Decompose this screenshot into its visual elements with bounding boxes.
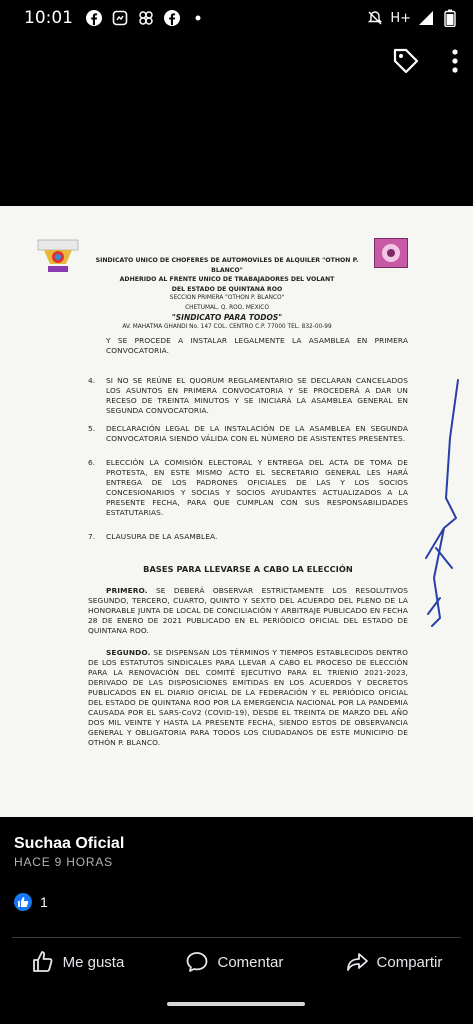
- status-bar: [0, 0, 473, 36]
- letterhead-line: DEL ESTADO DE QUINTANA ROO: [171, 285, 283, 293]
- paragraph-segundo: [88, 648, 408, 748]
- paragraph-text: SE DISPENSAN LOS TÉRMINOS Y TIEMPOS ESTABLECIDOS DENTRO DE LOS ESTATUTOS SINDICALES PARA LLEVAR A CABO EL PROCESO DE ELECCIÓN PARA LA RENOVACIÓN DEL COMITÉ EJECUTIVO PARA EL TRIENIO 2021-2023, DERIVADO DE LAS DISPOSICIONES EMITIDAS EN LOS ACUERDOS Y DECRETOS PUBLICADOS EN EL DIARIO OFICIAL DE LA FEDERACIÓN Y EL PERIÓDICO OFICIAL DEL ESTADO DE QUINTANA ROO POR LA EMERGENCIA NACIONAL POR LA PANDEMIA CAUSADA POR EL SARS-CoV2 (COVID-19), DESDE EL TREINTA DE MARZO DEL AÑO DOS MIL VEINTE Y HASTA LA PRESENTE FECHA, SIENDO ESTOS DE OBSERVANCIA GENERAL Y OBLIGATORIA PARA TODOS LOS CIUDADANOS DE ESTE MUNICIPIO DE OTHÓN P. BLANCO.: [88, 648, 408, 747]
- comment-button[interactable]: [185, 950, 283, 974]
- list-number: 6.: [88, 458, 96, 467]
- facebook-icon: [85, 9, 103, 27]
- letterhead-address: AV. MAHATMA GHANDI No. 147 COL. CENTRO C.P. 77000 TEL. 832-00-99: [122, 323, 332, 330]
- letterhead-motto: "SINDICATO PARA TODOS": [171, 313, 283, 322]
- share-label: Compartir: [376, 953, 443, 971]
- document-photo[interactable]: [0, 206, 473, 817]
- list-text: ELECCIÓN LA COMISIÓN ELECTORAL Y ENTREGA DEL ACTA DE TOMA DE PROTESTA, EN ESTE MISMO ACTO EL SECRETARIO GENERAL LES HARÁ ENTREGA DE LOS PADRONES OFICIALES DE LAS Y LOS SOCIOS CONCESIONARIOS Y SOCIAS Y SOCIOS AYUDANTES ACTUALIZADOS A LA PRESENTE FECHA, PARA QUE CUMPLAN CON SUS RESPONSABILIDADES ESTATUTARIAS.: [106, 458, 408, 517]
- paragraph-label: PRIMERO.: [106, 586, 148, 595]
- more-vert-icon[interactable]: [451, 48, 459, 79]
- author-name[interactable]: Suchaa Oficial: [14, 835, 125, 852]
- handwritten-signature: [414, 378, 464, 628]
- like-count: 1: [40, 894, 48, 910]
- list-item: [88, 532, 408, 542]
- pinwheel-icon: [137, 9, 155, 27]
- like-label: Me gusta: [62, 953, 125, 971]
- post-timestamp: HACE 9 HORAS: [14, 855, 113, 869]
- letterhead-line: SECCION PRIMERA "OTHON P. BLANCO": [169, 295, 285, 301]
- photo-top-actions: [391, 46, 459, 81]
- document-body: [88, 336, 408, 760]
- list-item: [88, 376, 408, 416]
- like-button[interactable]: [31, 950, 125, 974]
- paragraph-primero: [88, 586, 408, 636]
- list-text: DECLARACIÓN LEGAL DE LA INSTALACIÓN DE LA ASAMBLEA EN SEGUNDA CONVOCATORIA SIENDO VÁLIDA CON EL NÚMERO DE ASISTENTES PRESENTES.: [106, 424, 408, 443]
- share-button[interactable]: [345, 950, 443, 974]
- paragraph-text: SE DEBERÁ OBSERVAR ESTRICTAMENTE LOS RESOLUTIVOS SEGUNDO, TERCERO, CUARTO, QUINTO Y SEXTO DEL ACUERDO DEL PLENO DE LA HONORABLE JUNTA DE LOCAL DE CONCILIACIÓN Y ARBITRAJE PUBLICADO EN FECHA 28 DE ENERO DE 2021 PUBLICADO EN EL PERIÓDICO OFICIAL DEL ESTADO DE QUINTANA ROO.: [88, 586, 408, 635]
- list-item: [88, 458, 408, 518]
- mute-icon: [366, 9, 384, 27]
- messenger-icon: [111, 9, 129, 27]
- list-text: CLAUSURA DE LA ASAMBLEA.: [106, 532, 218, 541]
- list-number: 4.: [88, 376, 96, 385]
- tag-icon[interactable]: [391, 46, 421, 81]
- list-text: SI NO SE REÚNE EL QUORUM REGLAMENTARIO SE DECLARAN CANCELADOS LOS ASUNTOS EN PRIMERA CONVOCATORIA Y SE PROCEDERÁ A DAR UN RECESO DE TREINTA MINUTOS Y SE INICIARÁ LA ASAMBLEA GENERAL EN SEGUNDA CONVOCATORIA.: [106, 376, 408, 415]
- comment-label: Comentar: [217, 953, 284, 971]
- union-logo-right: [374, 238, 408, 268]
- notification-icons: [85, 9, 207, 27]
- share-icon: [345, 950, 369, 974]
- status-time: 10:01: [24, 8, 73, 28]
- battery-icon: [441, 9, 459, 27]
- home-indicator[interactable]: [167, 1002, 305, 1006]
- section-title: BASES PARA LLEVARSE A CABO LA ELECCIÓN: [143, 564, 353, 574]
- post-footer: [0, 817, 473, 1024]
- letterhead-text: [82, 256, 372, 332]
- reaction-summary[interactable]: [14, 893, 48, 911]
- continued-text: Y SE PROCEDE A INSTALAR LEGALMENTE LA ASAMBLEA EN PRIMERA CONVOCATORIA.: [106, 336, 408, 355]
- list-number: 7.: [88, 532, 96, 541]
- signal-icon: [417, 9, 435, 27]
- list-number: 5.: [88, 424, 96, 433]
- divider: [12, 937, 461, 938]
- more-notifications-dot-icon: [189, 9, 207, 27]
- system-icons: [366, 9, 459, 27]
- facebook-icon: [163, 9, 181, 27]
- paragraph-label: SEGUNDO.: [106, 648, 151, 657]
- union-logo-left: [36, 236, 80, 276]
- letterhead-line: CHETUMAL, Q. ROO, MEXICO: [185, 304, 269, 311]
- post-actions: [0, 947, 473, 977]
- list-item: [88, 424, 408, 444]
- network-type: H+: [390, 10, 411, 26]
- letterhead-line: SINDICATO UNICO DE CHOFERES DE AUTOMOVILES DE ALQUILER "OTHON P. BLANCO": [95, 257, 359, 274]
- like-reaction-icon: [14, 893, 32, 911]
- comment-icon: [185, 950, 209, 974]
- letterhead-line: ADHERIDO AL FRENTE UNICO DE TRABAJADORES DEL VOLANT: [119, 276, 335, 283]
- thumbs-up-icon: [31, 950, 55, 974]
